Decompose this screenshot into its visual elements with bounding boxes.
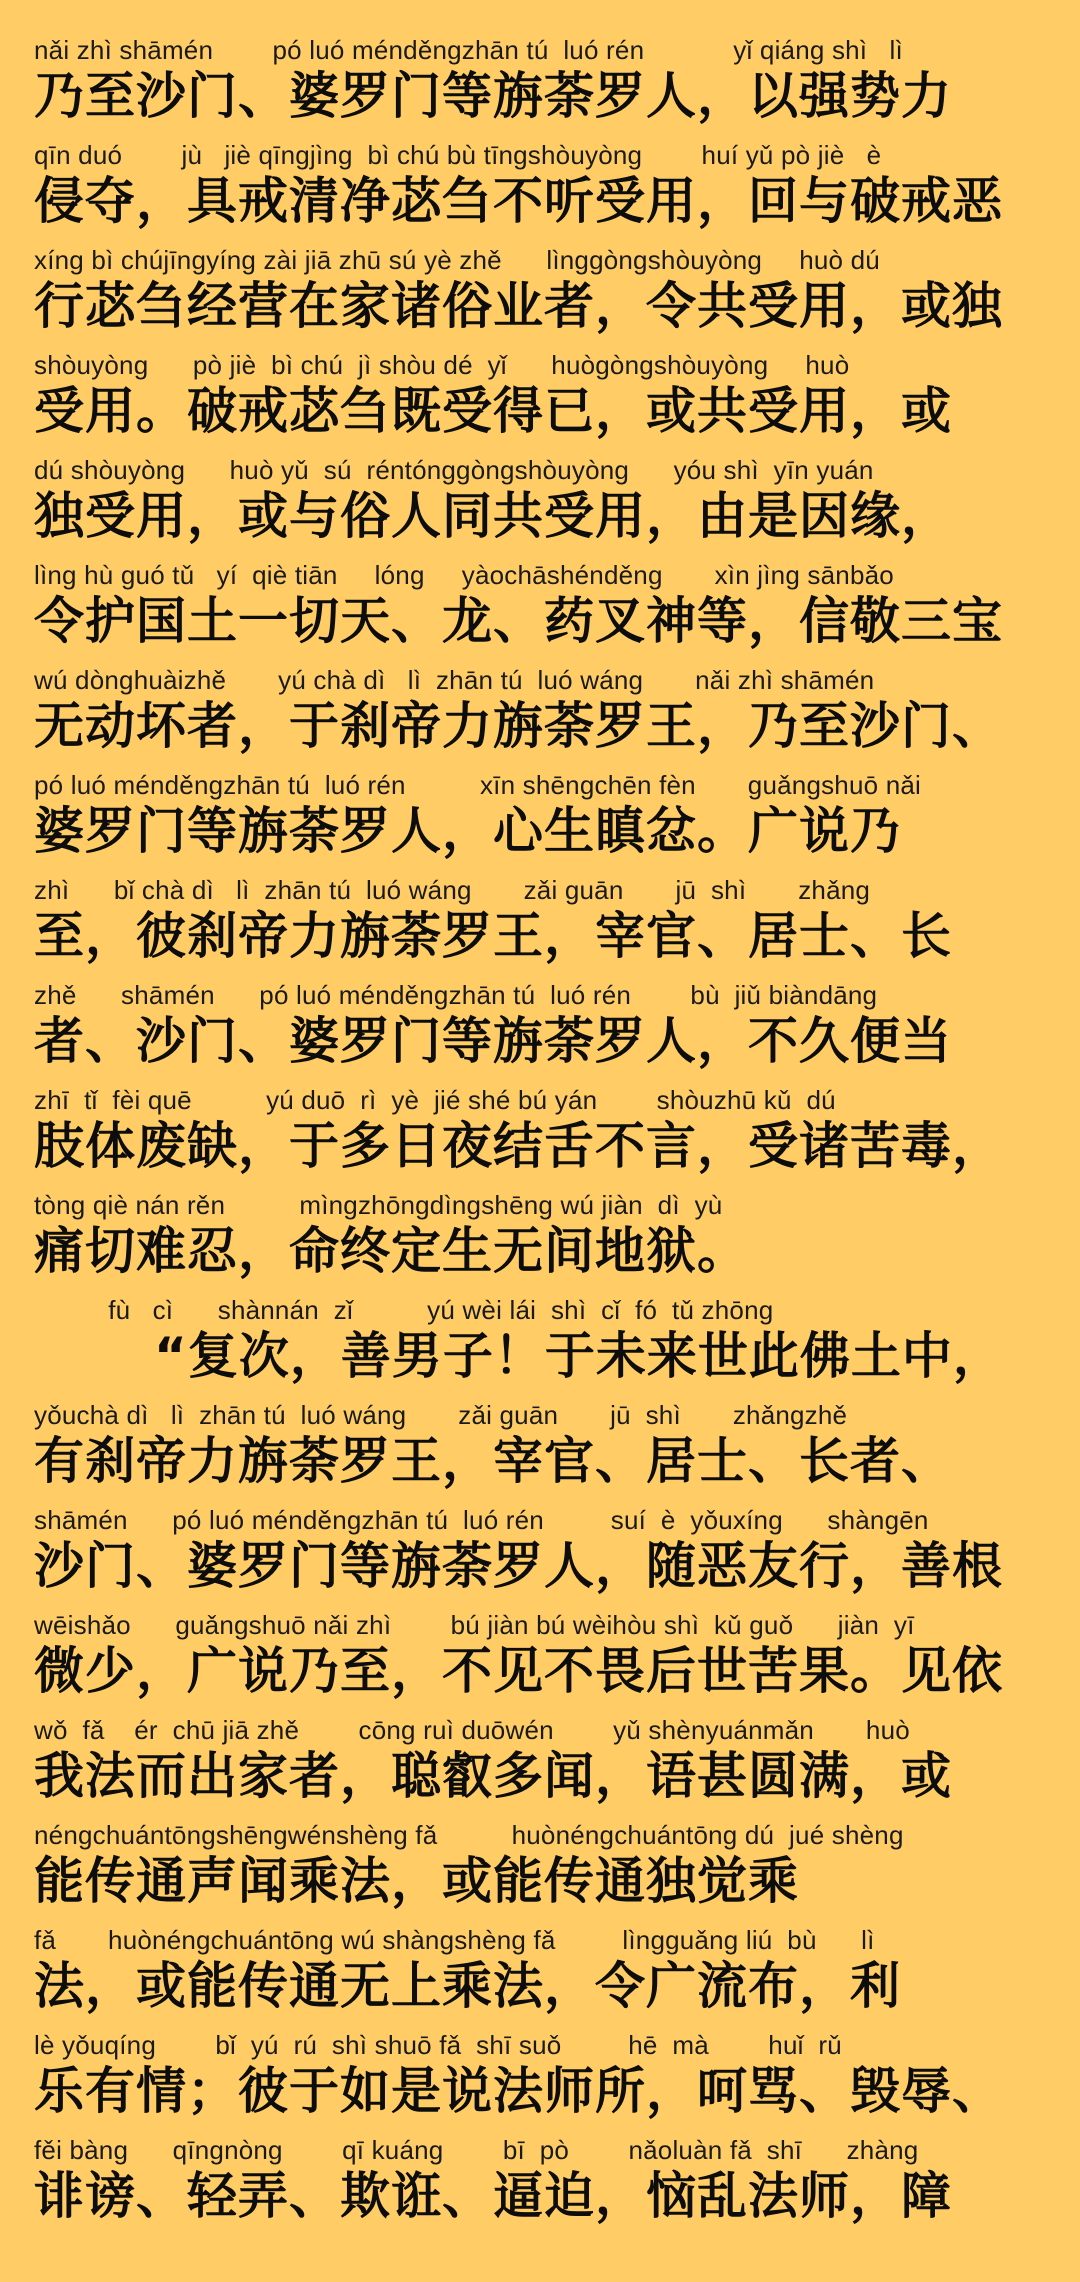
text-line bbox=[34, 1714, 1052, 1819]
chinese-text: 痛切难忍，命终定生无间地狱。 bbox=[34, 1222, 748, 1280]
chinese-text: 受用。破戒苾刍既受得已，或共受用，或 bbox=[34, 382, 952, 440]
text-line bbox=[34, 1819, 1052, 1924]
pinyin-annotation: zhì bǐ chà dì lì zhān tú luó wáng zǎi guān jū shì zhǎng bbox=[34, 875, 871, 905]
chinese-text: 独受用，或与俗人同共受用，由是因缘， bbox=[34, 487, 952, 545]
pinyin-annotation: nǎi zhì shāmén pó luó ménděngzhān tú luó rén yǐ qiáng shì lì bbox=[34, 35, 903, 65]
pinyin-annotation: wēishǎo guǎngshuō nǎi zhì bú jiàn bú wèihòu shì kǔ guǒ jiàn yī bbox=[34, 1610, 915, 1640]
pinyin-annotation: dú shòuyòng huò yǔ sú réntónggòngshòuyòng yóu shì yīn yuán bbox=[34, 455, 874, 485]
chinese-text: 微少，广说乃至，不见不畏后世苦果。见依 bbox=[34, 1642, 1003, 1700]
chinese-text: 乐有情；彼于如是说法师所，呵骂、毁辱、 bbox=[34, 2062, 1003, 2120]
pinyin-annotation: yǒuchà dì lì zhān tú luó wáng zǎi guān jū shì zhǎngzhě bbox=[34, 1400, 848, 1430]
pinyin-annotation: tòng qiè nán rěn mìngzhōngdìngshēng wú jiàn dì yù bbox=[34, 1190, 723, 1220]
pinyin-annotation: wú dònghuàizhě yú chà dì lì zhān tú luó wáng nǎi zhì shāmén bbox=[34, 665, 875, 695]
pinyin-annotation: néngchuántōngshēngwénshèng fǎ huònéngchuántōng dú jué shèng bbox=[34, 1820, 904, 1850]
pinyin-annotation: lè yǒuqíng bǐ yú rú shì shuō fǎ shī suǒ hē mà huǐ rǔ bbox=[34, 2030, 842, 2060]
text-line bbox=[34, 244, 1052, 349]
text-line bbox=[34, 1084, 1052, 1189]
text-line bbox=[34, 1294, 1052, 1399]
pinyin-annotation: pó luó ménděngzhān tú luó rén xīn shēngchēn fèn guǎngshuō nǎi bbox=[34, 770, 922, 800]
text-line bbox=[34, 34, 1052, 139]
text-line bbox=[34, 1504, 1052, 1609]
chinese-text: 我法而出家者，聪叡多闻，语甚圆满，或 bbox=[34, 1747, 952, 1805]
text-line bbox=[34, 1399, 1052, 1504]
chinese-text: 能传通声闻乘法，或能传通独觉乘 bbox=[34, 1852, 799, 1910]
chinese-text: 者、沙门、婆罗门等旃荼罗人，不久便当 bbox=[34, 1012, 952, 1070]
pinyin-annotation: zhě shāmén pó luó ménděngzhān tú luó rén bù jiǔ biàndāng bbox=[34, 980, 878, 1010]
text-line bbox=[34, 664, 1052, 769]
chinese-text: 肢体废缺，于多日夜结舌不言，受诸苦毒， bbox=[34, 1117, 1003, 1175]
text-line bbox=[34, 769, 1052, 874]
text-line bbox=[34, 349, 1052, 454]
text-line bbox=[34, 2029, 1052, 2134]
chinese-text: 行苾刍经营在家诸俗业者，令共受用，或独 bbox=[34, 277, 1003, 335]
text-line bbox=[34, 1609, 1052, 1714]
chinese-text: “复次，善男子！于未来世此佛土中， bbox=[154, 1327, 1004, 1385]
pinyin-annotation: lìng hù guó tǔ yí qiè tiān lóng yàochāshénděng xìn jìng sānbǎo bbox=[34, 560, 894, 590]
chinese-text: 乃至沙门、婆罗门等旃荼罗人，以强势力 bbox=[34, 67, 952, 125]
chinese-text: 婆罗门等旃荼罗人，心生瞋忿。广说乃 bbox=[34, 802, 901, 860]
pinyin-annotation: shòuyòng pò jiè bì chú jì shòu dé yǐ huògòngshòuyòng huò bbox=[34, 350, 850, 380]
text-line bbox=[34, 979, 1052, 1084]
chinese-text: 令护国土一切天、龙、药叉神等，信敬三宝 bbox=[34, 592, 1003, 650]
pinyin-annotation: xíng bì chújīngyíng zài jiā zhū sú yè zhě lìnggòngshòuyòng huò dú bbox=[34, 245, 880, 275]
pinyin-annotation: shāmén pó luó ménděngzhān tú luó rén suí è yǒuxíng shàngēn bbox=[34, 1505, 929, 1535]
chinese-text: 侵夺，具戒清净苾刍不听受用，回与破戒恶 bbox=[34, 172, 1003, 230]
text-line bbox=[34, 874, 1052, 979]
pinyin-annotation: fěi bàng qīngnòng qī kuáng bī pò nǎoluàn fǎ shī zhàng bbox=[34, 2135, 919, 2165]
pinyin-annotation: fù cì shànnán zǐ yú wèi lái shì cǐ fó tǔ zhōng bbox=[34, 1295, 774, 1325]
pinyin-annotation: zhī tǐ fèi quē yú duō rì yè jié shé bú yán shòuzhū kǔ dú bbox=[34, 1085, 836, 1115]
text-line bbox=[34, 559, 1052, 664]
text-line bbox=[34, 139, 1052, 244]
chinese-text: 法，或能传通无上乘法，令广流布，利 bbox=[34, 1957, 901, 2015]
text-line bbox=[34, 1924, 1052, 2029]
chinese-text: 诽谤、轻弄、欺诳、逼迫，恼乱法师，障 bbox=[34, 2167, 952, 2225]
pinyin-annotation: fǎ huònéngchuántōng wú shàngshèng fǎ lìngguǎng liú bù lì bbox=[34, 1925, 875, 1955]
pinyin-annotation: wǒ fǎ ér chū jiā zhě cōng ruì duōwén yǔ shènyuánmǎn huò bbox=[34, 1715, 910, 1745]
text-line bbox=[34, 454, 1052, 559]
chinese-text: 无动坏者，于刹帝力旃荼罗王，乃至沙门、 bbox=[34, 697, 1003, 755]
text-line bbox=[34, 2134, 1052, 2239]
chinese-text: 有刹帝力旃荼罗王，宰官、居士、长者、 bbox=[34, 1432, 952, 1490]
chinese-text: 至，彼刹帝力旃荼罗王，宰官、居士、长 bbox=[34, 907, 952, 965]
chinese-text: 沙门、婆罗门等旃荼罗人，随恶友行，善根 bbox=[34, 1537, 1003, 1595]
pinyin-annotation: qīn duó jù jiè qīngjìng bì chú bù tīngshòuyòng huí yǔ pò jiè è bbox=[34, 140, 882, 170]
text-line bbox=[34, 1189, 1052, 1294]
